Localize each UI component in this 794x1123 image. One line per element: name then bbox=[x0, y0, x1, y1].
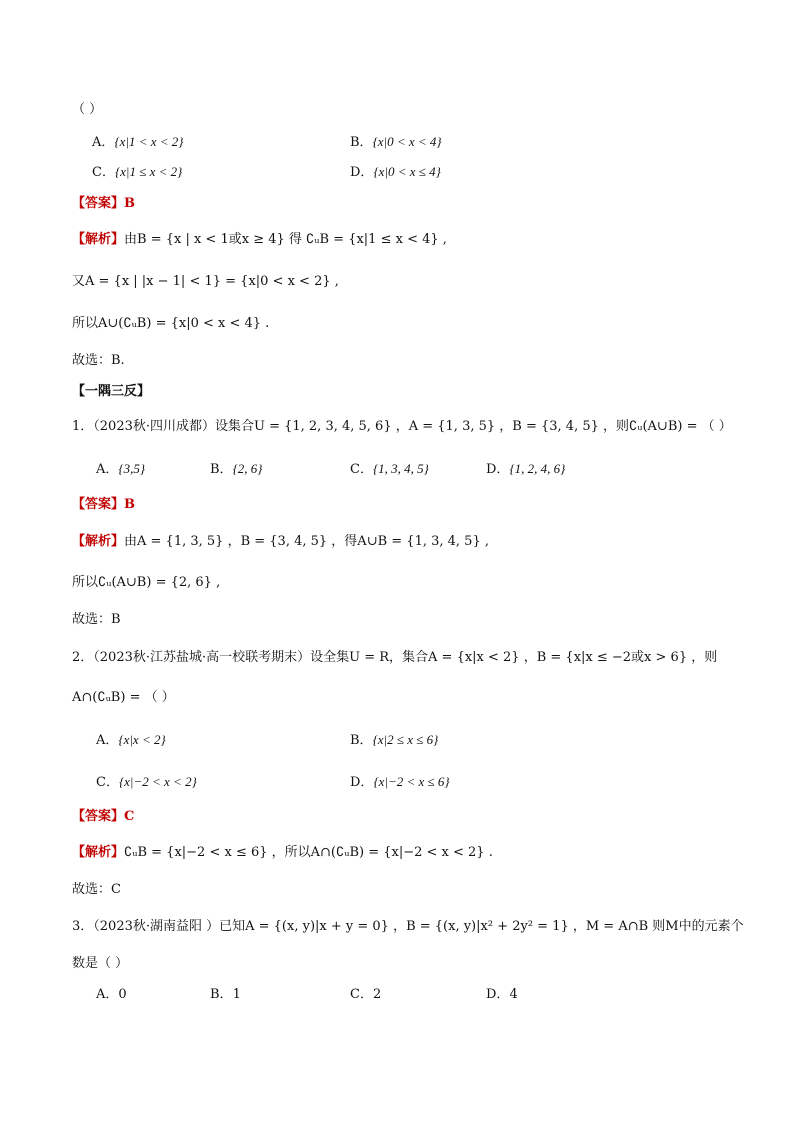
analysis-line bbox=[72, 231, 447, 249]
analysis-tag: 【解析】 bbox=[72, 845, 125, 860]
option-text: {x|2 ≤ x ≤ 6} bbox=[372, 732, 439, 747]
option-a[interactable] bbox=[92, 133, 183, 152]
question-3-stem-cont: 数是（ ） bbox=[72, 956, 129, 971]
option-label: C． bbox=[92, 165, 115, 180]
option-c[interactable] bbox=[350, 460, 429, 479]
option-text: {1, 2, 4, 6} bbox=[509, 461, 566, 476]
answer-tag: 【答案】 bbox=[72, 497, 125, 512]
option-a[interactable] bbox=[96, 460, 145, 479]
option-label: C． bbox=[350, 987, 373, 1002]
analysis-conclusion: 故选：C bbox=[72, 882, 121, 897]
option-b[interactable] bbox=[210, 986, 241, 1004]
option-b[interactable] bbox=[350, 731, 438, 750]
analysis-conclusion: 故选：B bbox=[72, 612, 121, 627]
option-label: D． bbox=[486, 987, 510, 1002]
option-text: 1 bbox=[232, 987, 241, 1002]
option-label: A． bbox=[96, 987, 119, 1002]
answer-tag: 【答案】 bbox=[72, 809, 125, 824]
option-text: {x|1 < x < 2} bbox=[114, 134, 184, 149]
analysis-text: 又A = {x | |x − 1| < 1} = {x|0 < x < 2} , bbox=[72, 274, 339, 289]
option-c[interactable] bbox=[96, 773, 197, 792]
option-a[interactable] bbox=[96, 986, 127, 1004]
option-text: 4 bbox=[509, 987, 518, 1002]
question-2-stem: 2．（2023秋·江苏盐城·高一校联考期末）设全集U = R，集合A = {x|x < 2} ，B = {x|x ≤ −2或x > 6} ，则 bbox=[72, 650, 718, 665]
option-text: {2, 6} bbox=[232, 461, 263, 476]
option-text: {x|1 ≤ x < 2} bbox=[114, 164, 183, 179]
option-b[interactable] bbox=[210, 460, 262, 479]
question-stem-tail: （ ） bbox=[72, 102, 103, 117]
question-2-stem-cont: A∩(∁ᵤB) = （ ） bbox=[72, 690, 175, 705]
answer-value: B bbox=[124, 196, 136, 211]
option-text: 0 bbox=[118, 987, 127, 1002]
option-d[interactable] bbox=[486, 460, 565, 479]
option-text: {x|0 < x ≤ 4} bbox=[373, 164, 441, 179]
option-label: D． bbox=[350, 775, 374, 790]
analysis-text: ∁ᵤB = {x|−2 < x ≤ 6} ，所以A∩(∁ᵤB) = {x|−2 < x < 2} . bbox=[124, 845, 493, 860]
analysis-line bbox=[72, 844, 493, 862]
answer-line bbox=[72, 195, 135, 213]
option-label: A． bbox=[96, 733, 119, 748]
option-text: {1, 3, 4, 5} bbox=[372, 461, 429, 476]
analysis-text: 所以∁ᵤ(A∪B) = {2, 6} , bbox=[72, 575, 221, 590]
option-label: C． bbox=[350, 462, 373, 477]
option-d[interactable] bbox=[486, 986, 518, 1004]
answer-line bbox=[72, 808, 134, 826]
option-label: D． bbox=[350, 165, 374, 180]
option-text: {x|0 < x < 4} bbox=[372, 134, 442, 149]
analysis-text: 由A = {1, 3, 5} ，B = {3, 4, 5} ，得A∪B = {1, 3, 4, 5} , bbox=[124, 534, 489, 549]
analysis-tag: 【解析】 bbox=[72, 534, 125, 549]
analysis-line bbox=[72, 533, 489, 551]
option-text: {3,5} bbox=[118, 461, 146, 476]
analysis-text: 所以A∪(∁ᵤB) = {x|0 < x < 4} . bbox=[72, 316, 270, 331]
answer-line bbox=[72, 496, 135, 514]
option-text: 2 bbox=[372, 987, 382, 1002]
option-label: B． bbox=[210, 462, 233, 477]
option-label: A． bbox=[96, 462, 119, 477]
question-3-stem: 3．（2023秋·湖南益阳 ）已知A = {(x, y)|x + y = 0} ，B = {(x, y)|x² + 2y² = 1} ，M = A∩B 则M中的元素个 bbox=[72, 919, 744, 934]
option-label: C． bbox=[96, 775, 119, 790]
option-d[interactable] bbox=[350, 163, 441, 182]
analysis-conclusion: 故选：B. bbox=[72, 353, 125, 368]
option-d[interactable] bbox=[350, 773, 450, 792]
section-title: 【一隅三反】 bbox=[72, 384, 151, 399]
option-label: B． bbox=[350, 733, 373, 748]
option-c[interactable] bbox=[92, 163, 182, 182]
answer-value: C bbox=[124, 809, 135, 824]
option-a[interactable] bbox=[96, 731, 166, 750]
option-label: B． bbox=[350, 135, 373, 150]
option-label: A． bbox=[92, 135, 115, 150]
analysis-tag: 【解析】 bbox=[72, 232, 125, 247]
option-text: {x|−2 < x ≤ 6} bbox=[373, 774, 450, 789]
question-1-stem: 1．（2023秋·四川成都）设集合U = {1, 2, 3, 4, 5, 6} ，A = {1, 3, 5} ，B = {3, 4, 5} ，则∁ᵤ(A∪B) = （ ） bbox=[72, 419, 732, 434]
option-label: B． bbox=[210, 987, 233, 1002]
option-b[interactable] bbox=[350, 133, 442, 152]
option-label: D． bbox=[486, 462, 510, 477]
answer-tag: 【答案】 bbox=[72, 196, 125, 211]
analysis-text: 由B = {x | x < 1或x ≥ 4} 得 ∁ᵤB = {x|1 ≤ x < 4} , bbox=[124, 232, 447, 247]
option-c[interactable] bbox=[350, 986, 381, 1004]
option-text: {x|−2 < x < 2} bbox=[118, 774, 197, 789]
option-text: {x|x < 2} bbox=[118, 732, 166, 747]
answer-value: B bbox=[124, 497, 136, 512]
